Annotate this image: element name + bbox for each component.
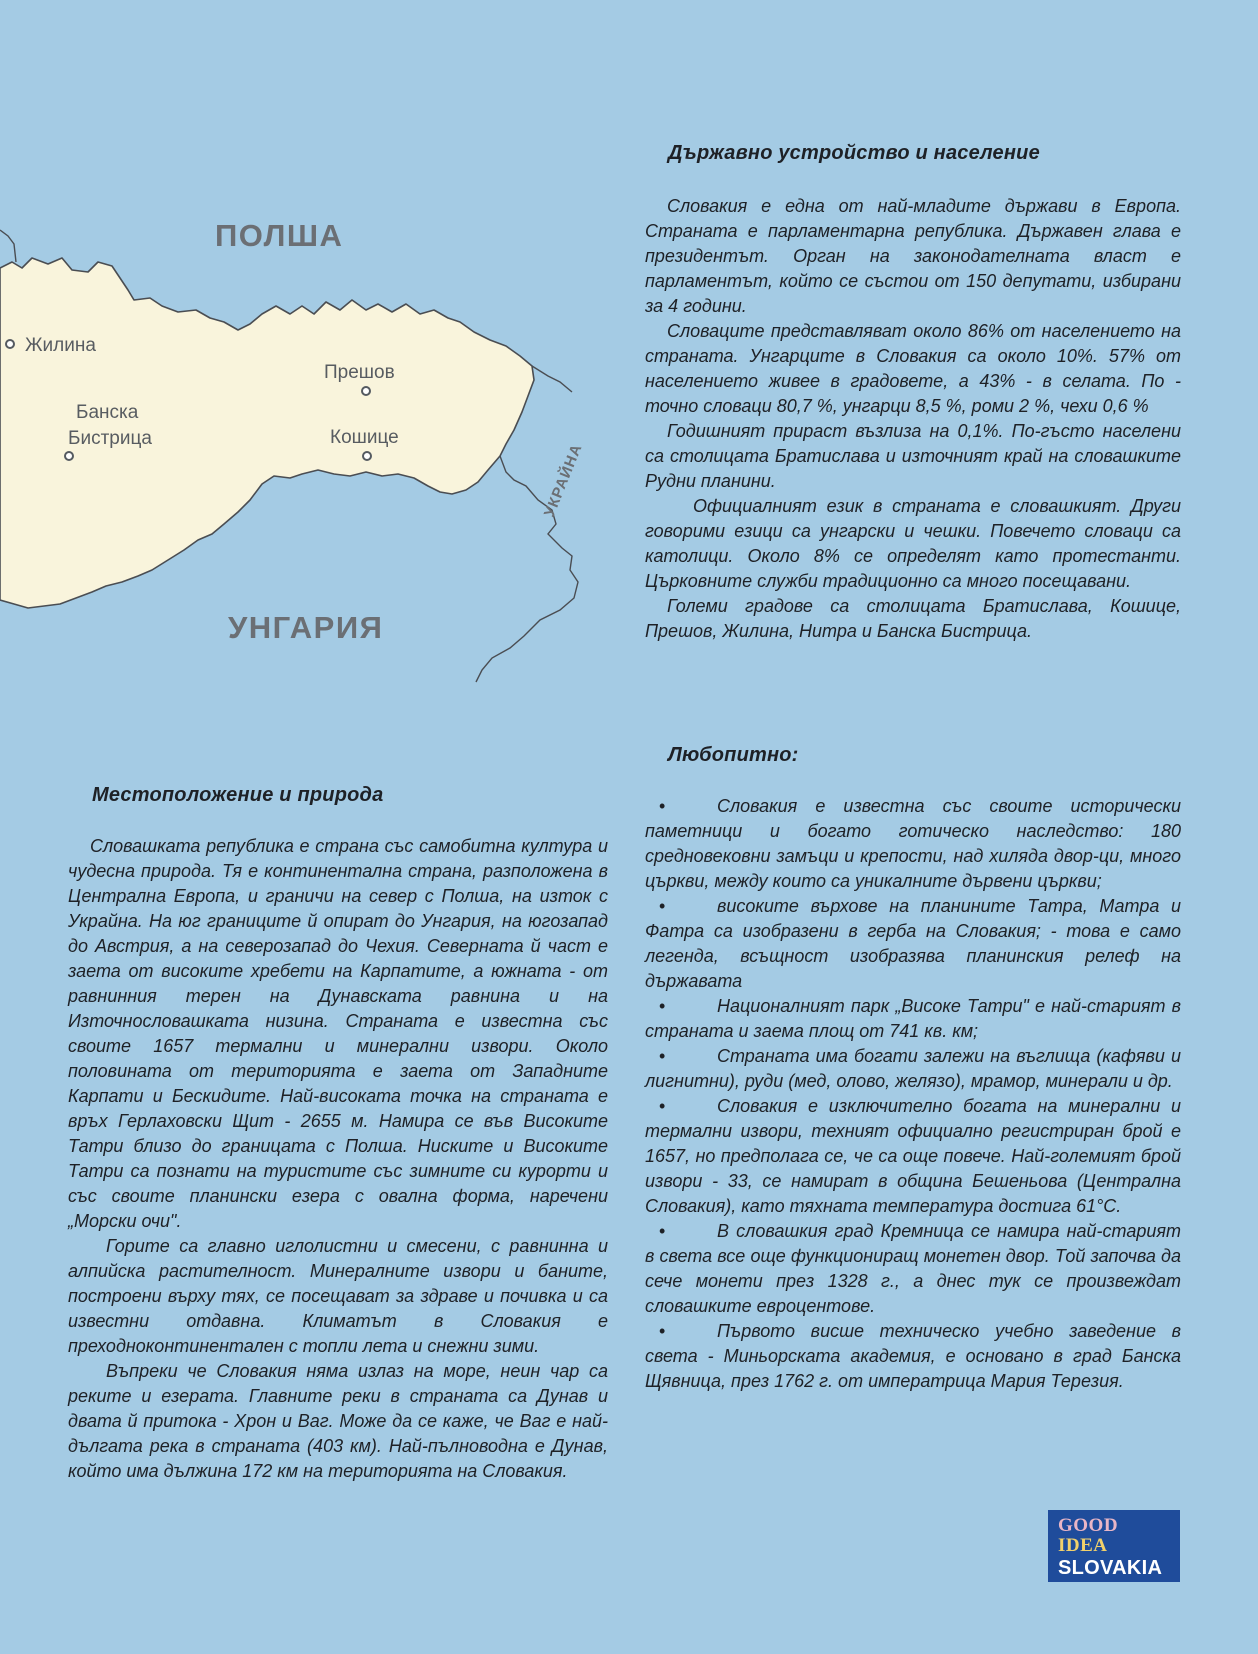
hungary-label: УНГАРИЯ [228, 610, 384, 645]
northwest-border-line [0, 230, 16, 262]
ukraine-border-line [532, 366, 572, 392]
list-item [645, 794, 1181, 894]
banska-bystrica-label-line2: Бистрица [68, 428, 152, 449]
bullet-icon: • [659, 1046, 666, 1066]
list-item [645, 1319, 1181, 1394]
state-paragraph: Словаците представляват около 86% от населението на страната. Унгарците в Словакия са около 10%. 57% от населението живее в градовете, а 43% - в селата. По - точно словаци 80,7 %, унгарци 8,5 %, роми 2 %, чехи 0,6 % [645, 321, 1181, 416]
banska-bystrica-marker [65, 452, 73, 460]
bullet-icon: • [659, 1221, 666, 1241]
good-idea-slovakia-logo [1048, 1510, 1180, 1582]
state-paragraph: Годишният прираст възлиза на 0,1%. По-гъсто населени са столицата Братислава и източният край на словашките Рудни планини. [645, 421, 1181, 491]
state-population-text [645, 194, 1181, 644]
presov-marker [362, 387, 370, 395]
location-paragraph: Словашката република е страна със самобитна култура и чудесна природа. Тя е континентална страна, разположена в Централна Европа, и граничи на север с Полша, на изток с Украйна. На юг границите й опират до Унгария, на югозапад до Австрия, а на северозапад до Чехия. Северната й част е заета от високите хребети на Карпатите, а южната - от равнинния терен на Дунавската равнина и на Източнословашката низина. Страната е известна със своите 1657 термални и минерални извори. Около половината от територията е заета от Западните Карпати и Бескидите. Най-високата точка на страната е връх Герлаховски Щит - 2655 м. Намира се във Високите Татри близо до границата с Полша. Ниските и Високите Татри са познати на туристите със зимните си курорти и със своите планински езера с овална форма, наречени „Морски очи". [68, 836, 608, 1231]
state-paragraph: Големи градове са столицата Братислава, Кошице, Прешов, Жилина, Нитра и Банска Бистрица. [645, 596, 1181, 641]
list-item-text: Словакия е известна със своите исторически паметници и богато готическо наследство: 180 средновековни замъци и крепости, над хиляда двор-ци, много църкви, между които са уникалните дървени църкви; [645, 796, 1181, 891]
banska-bystrica-label-line1: Банска [76, 402, 139, 423]
list-item-text: Словакия е изключително богата на минерални и термални извори, техният официално регистриран брой е 1657, но предполага се, че са още повече. Най-големият брой извори - 33, се намират в община Бешеньова (Централна Словакия), като тяхната температура достига 61°C. [645, 1096, 1181, 1216]
list-item [645, 894, 1181, 994]
zhilina-label: Жилина [25, 335, 96, 356]
kosice-label: Кошице [330, 427, 399, 448]
location-paragraph: Горите са главно иглолистни и смесени, с равнинна и алпийска растителност. Минералните извори и баните, построени върху тях, се посещават за здраве и почивка и са известни отдавна. Климатът в Словакия е преходноконтинентален с топли лета и снежни зими. [68, 1236, 608, 1356]
list-item-text: В словашкия град Кремница се намира най-старият в света все още функциониращ монетен двор. Той започва да сече монети през 1328 г., а днес тук се произвеждат словашките евроцентове. [645, 1221, 1181, 1316]
list-item [645, 1219, 1181, 1319]
location-nature-text [68, 834, 608, 1484]
logo-line-idea: IDEA [1058, 1535, 1108, 1556]
location-nature-heading: Местоположение и природа [92, 784, 384, 806]
list-item-text: Страната има богати залежи на въглища (кафяви и лигнитни), руди (мед, олово, желязо), мрамор, минерали и др. [645, 1046, 1181, 1091]
bullet-icon: • [659, 896, 666, 916]
presov-label: Прешов [324, 362, 395, 383]
poland-label: ПОЛША [215, 218, 344, 253]
logo-line-slovakia: SLOVAKIA [1058, 1557, 1163, 1579]
bullet-icon: • [659, 1096, 666, 1116]
list-item [645, 994, 1181, 1044]
bullet-icon: • [659, 796, 666, 816]
location-paragraph: Въпреки че Словакия няма излаз на море, неин чар са реките и езерата. Главните реки в страната са Дунав и двата й притока - Хрон и Ваг. Може да се каже, че Ваг е най-дългата река в страната (403 км). Най-пълноводна е Дунав, който има дължина 172 км на територията на Словакия. [68, 1361, 608, 1481]
bullet-icon: • [659, 1321, 666, 1341]
ukraine-label: УКРАЙНА [540, 441, 586, 520]
logo-line-good: GOOD [1058, 1515, 1119, 1536]
state-paragraph: Словакия е една от най-младите държави в Европа. Страната е парламентарна република. Държавен глава е президентът. Орган на законодателната власт е парламентът, който се състои от 150 депутати, избирани за 4 години. [645, 196, 1181, 316]
bullet-icon: • [659, 996, 666, 1016]
slovakia-map [0, 0, 640, 710]
list-item-text: Националният парк „Високе Татри" е най-старият в страната и заема площ от 741 кв. км; [645, 996, 1181, 1041]
list-item-text: високите върхове на планините Татра, Матра и Фатра са изобразени в герба на Словакия; - това е само легенда, всъщност изобразява планинския релеф на държавата [645, 896, 1181, 991]
zhilina-marker [6, 340, 14, 348]
list-item-text: Първото висше техническо учебно заведение в света - Миньорската академия, е основано в град Банска Щявница, през 1762 г. от императрица Мария Терезия. [645, 1321, 1181, 1391]
list-item [645, 1044, 1181, 1094]
list-item [645, 1094, 1181, 1219]
kosice-marker [363, 452, 371, 460]
state-population-heading: Държавно устройство и население [668, 142, 1040, 164]
interesting-heading: Любопитно: [668, 744, 799, 766]
state-paragraph: Официалният език в страната е словашкият. Други говорими езици са унгарски и чешки. Повечето словаци са католици. Около 8% се определят като протестанти. Църковните служби традиционно са много посещавани. [645, 496, 1181, 591]
interesting-list [645, 794, 1181, 1394]
